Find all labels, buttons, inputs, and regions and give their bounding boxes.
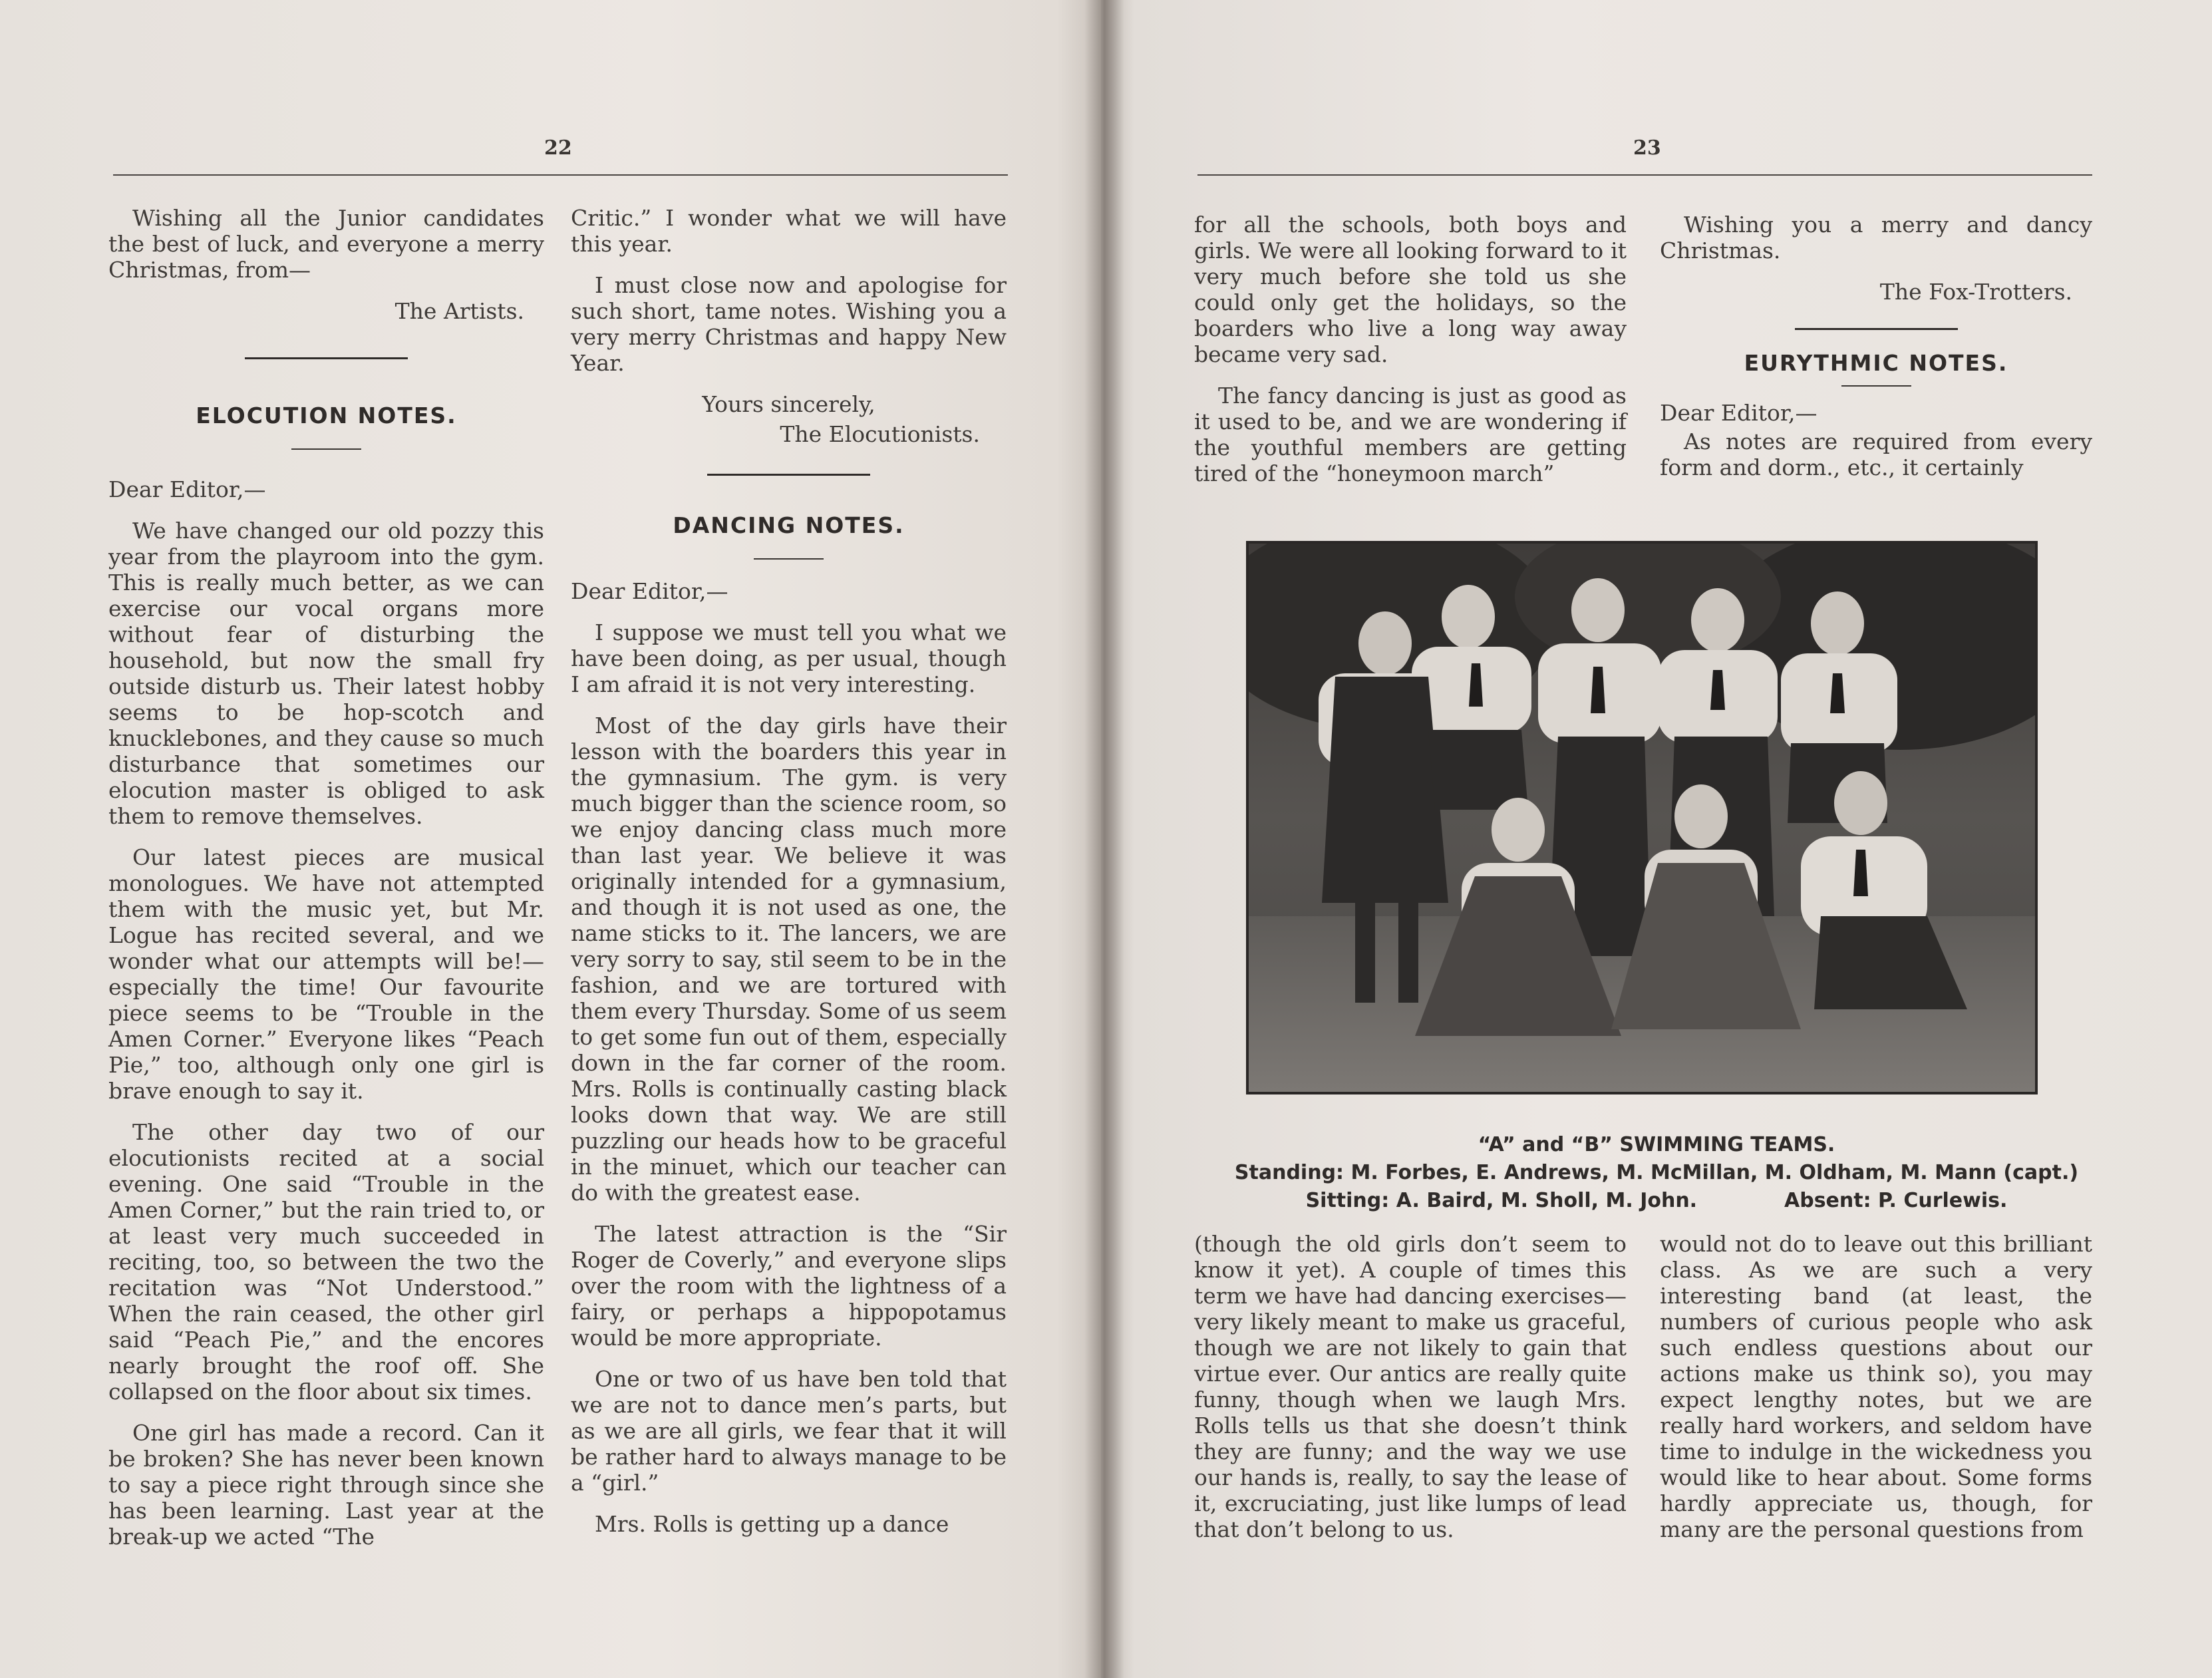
right-page-column-2-top xyxy=(1660,212,2092,496)
section-title-eurythmic: EURYTHMIC NOTES. xyxy=(1744,350,2008,376)
signature-artists: The Artists. xyxy=(395,298,524,324)
caption-sitting-row xyxy=(1171,1187,2142,1215)
paragraph: Wishing all the Junior candidates the best of luck, and everyone a merry Christmas, from— xyxy=(108,205,544,283)
paragraph: The other day two of our elocutionists recited at a social evening. One said “Trouble in the Amen Corner,” but the rain tried to, or at least very much succeeded in reciting, too, so between the two the recitation was “Not Understood.” When the rain ceased, the other girl said “Peach Pie,” and the encores nearly brought the roof off. She collapsed on the floor about six times. xyxy=(108,1119,544,1405)
section-divider xyxy=(707,474,870,476)
paragraph: We have changed our old pozzy this year from the playroom into the gym. This is really much better, as we can exercise our vocal organs more without fear of disturbing the household, but now the small fry outside disturb us. Their latest hobby seems to be hop-scotch and knucklebones, and they cause so much disturbance that sometimes our elocution master is obliged to ask them to remove themselves. xyxy=(108,518,544,829)
paragraph: Our latest pieces are musical monologues. We have not attempted them with the music yet, but Mr. Logue has recited several, and we wonder what our attempts will be!—especially the time! Our favourite piece seems to be “Trouble in the Amen Corner.” Everyone likes “Peach Pie,” too, although only one girl is brave enough to say it. xyxy=(108,844,544,1104)
section-title-dancing: DANCING NOTES. xyxy=(673,512,905,538)
section-divider xyxy=(245,357,408,359)
salutation: Dear Editor,— xyxy=(571,578,728,604)
section-title-elocution: ELOCUTION NOTES. xyxy=(196,403,457,428)
closing-line: Yours sincerely, xyxy=(702,391,875,417)
title-underline xyxy=(291,448,361,450)
header-rule-left xyxy=(113,174,1008,176)
paragraph: One girl has made a record. Can it be broken? She has never been known to say a piece right through since she has been learning. Last year at the break-up we acted “The xyxy=(108,1420,544,1550)
photo-caption xyxy=(1171,1131,2142,1215)
section-divider xyxy=(1795,328,1958,330)
paragraph: I suppose we must tell you what we have been doing, as per usual, though I am afraid it is not very interesting. xyxy=(571,619,1007,697)
paragraph: I must close now and apologise for such short, tame notes. Wishing you a very merry Christmas and happy New Year. xyxy=(571,272,1007,376)
paragraph: One or two of us have ben told that we are not to dance men’s parts, but as we are all girls, we fear that it will be rather hard to always manage to be a “girl.” xyxy=(571,1366,1007,1496)
page-number-left: 22 xyxy=(544,136,572,160)
page-number-right: 23 xyxy=(1633,136,1661,160)
title-underline xyxy=(1841,385,1911,387)
caption-standing: Standing: M. Forbes, E. Andrews, M. McMillan, M. Oldham, M. Mann (capt.) xyxy=(1234,1161,2079,1184)
left-page xyxy=(0,0,1101,1678)
left-page-column-1 xyxy=(108,205,544,1565)
left-page-column-2 xyxy=(571,205,1007,1552)
signature-elocutionists: The Elocutionists. xyxy=(780,421,980,447)
title-underline xyxy=(754,558,824,560)
caption-absent: Absent: P. Curlewis. xyxy=(1784,1189,2008,1212)
paragraph: (though the old girls don’t seem to know it yet). A couple of times this term we have had dancing exercises—very likely meant to make us graceful, though we are not likely to gain that virtue ever. Our antics are really quite funny, though when we laugh Mrs. Rolls tells us that she doesn’t think they are funny; and the way we use our hands is, really, to say the lease of it, excruciating, just like lumps of lead that don’t belong to us. xyxy=(1194,1231,1627,1542)
signature-fox-trotters: The Fox-Trotters. xyxy=(1879,279,2072,305)
salutation: Dear Editor,— xyxy=(1660,400,1817,426)
paragraph: would not do to leave out this brilliant class. As we are such a very interesting band (at least, the numbers of curious people who ask such endless questions about our actions make us think so), you may expect lengthy notes, but we are really hard workers, and seldom have time to indulge in the wickedness you would like to hear about. Some forms hardly appreciate us, though, for many are the personal questions from xyxy=(1660,1231,2092,1542)
swimming-team-photo xyxy=(1246,541,2038,1094)
header-rule-right xyxy=(1197,174,2092,176)
paragraph: The latest attraction is the “Sir Roger de Coverly,” and everyone slips over the room with the lightness of a fairy, or perhaps a hippopotamus would be more appropriate. xyxy=(571,1221,1007,1351)
salutation: Dear Editor,— xyxy=(108,476,266,502)
book-gutter xyxy=(1084,0,1124,1678)
paragraph: Most of the day girls have their lesson with the boarders this year in the gymnasium. The gym. is very much bigger than the science room, so we enjoy dancing class much more than last year. We believe it was originally intended for a gymnasium, and though it is not used as one, the name sticks to it. The lancers, we are very sorry to say, stil seem to be in the fashion, and we are tortured with them every Thursday. Some of us seem to get some fun out of them, especially down in the far corner of the room. Mrs. Rolls is continually casting black looks down that way. We are still puzzling our heads how to be graceful in the minuet, which our teacher can do with the greatest ease. xyxy=(571,713,1007,1206)
right-page-column-2-bottom xyxy=(1660,1231,2092,1558)
team-photo-image xyxy=(1249,544,2035,1092)
right-page-column-1-top xyxy=(1194,212,1627,502)
caption-title: “A” and “B” SWIMMING TEAMS. xyxy=(1478,1133,1835,1156)
paragraph: Critic.” I wonder what we will have this year. xyxy=(571,205,1007,257)
paragraph: for all the schools, both boys and girls. We were all looking forward to it very much before she told us she could only get the holidays, so the boarders who live a long way away became very sad. xyxy=(1194,212,1627,367)
right-page-column-1-bottom xyxy=(1194,1231,1627,1558)
paragraph: Wishing you a merry and dancy Christmas. xyxy=(1660,212,2092,263)
paragraph: Mrs. Rolls is getting up a dance xyxy=(595,1511,949,1537)
paragraph: As notes are required from every form and dorm., etc., it certainly xyxy=(1660,428,2092,480)
paragraph: The fancy dancing is just as good as it used to be, and we are wondering if the youthful members are getting tired of the “honeymoon march” xyxy=(1194,383,1627,486)
caption-sitting: Sitting: A. Baird, M. Sholl, M. John. xyxy=(1305,1189,1698,1212)
